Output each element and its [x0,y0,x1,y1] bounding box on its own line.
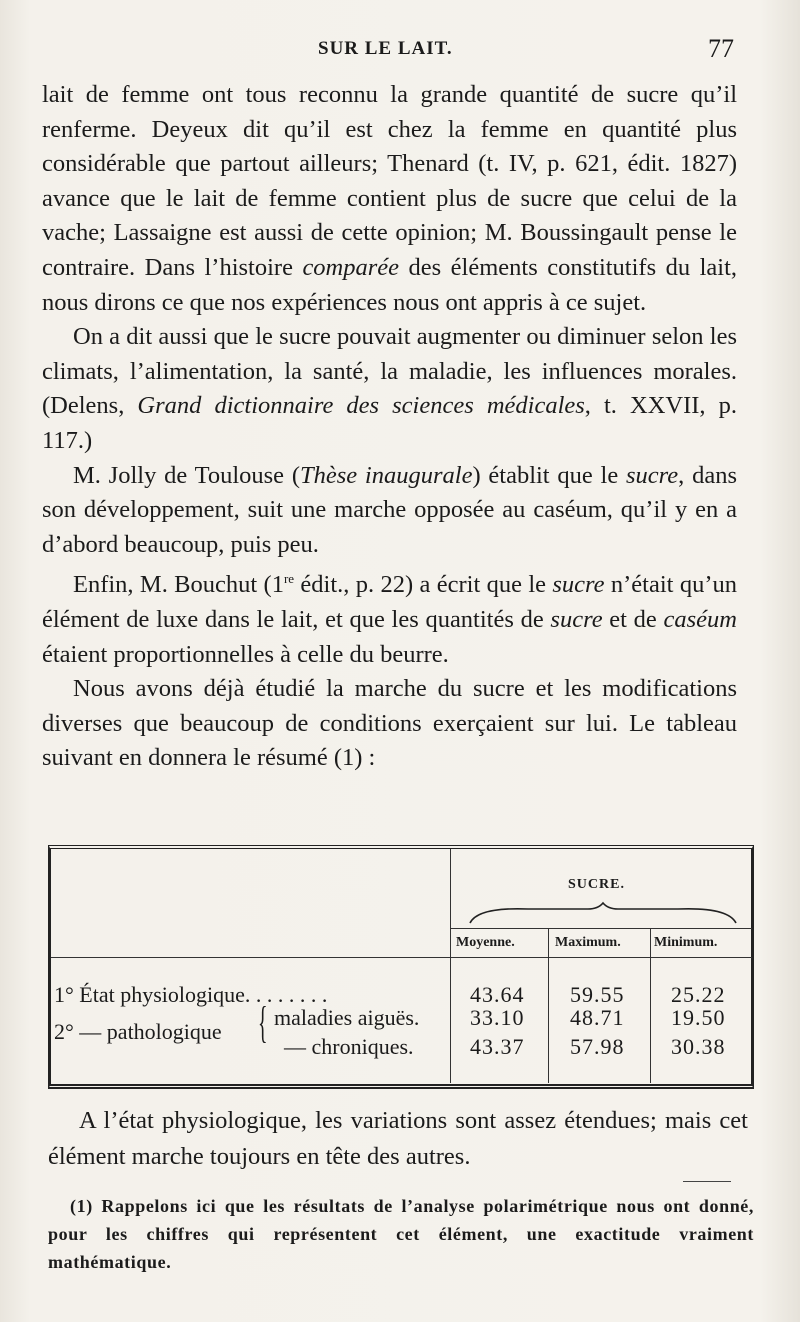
table-divider [450,928,752,929]
sugar-table [48,845,756,1093]
italic-run: sucre [552,571,605,599]
paragraph-3 [42,459,737,563]
cell-value: 30.38 [671,1034,726,1059]
text-run: lait de femme ont tous reconnu la grande quantité de sucre qu’il renferme. Deyeux dit qu’il est chez la femme en quantité plus considérable que partout ailleurs; Thenard (t. IV, p. 621, édit. 1827) avance que le lait de femme contient plus de sucre que celui de la vache; Lassaigne est aussi de cette opinion; M. Boussingault pense le contraire. Dans l’histoire [42,81,737,281]
main-text [42,78,737,776]
cell-value: 19.50 [671,1005,726,1030]
brace-glyph: { [258,998,268,1047]
group-header: SUCRE. [568,877,625,892]
cell-value: 43.37 [470,1034,525,1059]
cell-value: 57.98 [570,1034,625,1059]
cell-value: 43.64 [470,982,525,1007]
footnote-text: (1) Rappelons ici que les résultats de l’analyse polarimétrique nous ont donné, pour les chiffres qui représentent cet élément, une exactitude vraiment mathématique. [48,1196,754,1272]
text-run: Nous avons déjà étudié la marche du sucre et les modifications diverses que beaucoup de conditions exerçaient sur lui. Le tableau suivant en donnera le résumé (1) : [42,675,737,772]
text-run: édit., p. 22) a écrit que le [294,571,553,599]
table-divider [450,849,451,1083]
row-label-physiologique: 1° État physiologique. . . . . . . . [54,982,328,1007]
cell-value: 33.10 [470,1005,525,1030]
italic-run: Thèse inaugurale [299,461,473,489]
footnote [48,1192,754,1276]
cell-value: 25.22 [671,982,726,1007]
text-run: Enfin, M. Bouchut (1 [73,571,284,599]
text-run: ) établit que le [472,461,626,489]
row-label-aigues: maladies aiguës. [274,1005,420,1030]
paragraph-1 [42,78,737,320]
cell-value: 48.71 [570,1005,625,1030]
italic-run: caséum [663,606,737,634]
column-header-minimum: Minimum. [654,935,718,950]
page-number: 77 [708,34,734,63]
table-divider [650,928,651,1083]
text-run: On a dit aussi que le sucre pouvait augmenter ou diminuer selon les climats, l’alimentation, la santé, la maladie, les influences morales. (Delens, [42,323,737,420]
column-header-moyenne: Moyenne. [456,935,515,950]
paragraph-2 [42,320,737,458]
text-run: n’était qu’un élément de luxe dans le lait, et que les quantités de [42,571,737,634]
table-divider [51,957,752,958]
superscript: re [283,571,295,587]
text-run: , t. XXVII, p. 117.) [42,392,737,454]
column-header-maximum: Maximum. [555,935,621,950]
running-title: SUR LE LAIT. [318,38,453,59]
page-header [0,34,800,68]
italic-run: sucre [626,461,679,489]
italic-run: comparée [302,253,400,281]
footnote-rule [683,1181,731,1182]
text-run: étaient proportionnelles à celle du beurre. [42,640,449,668]
text-run: des éléments constitutifs du lait, nous dirons ce que nos expériences nous ont appris à ce sujet. [42,253,738,316]
curly-brace-icon [468,901,738,927]
cell-value: 59.55 [570,982,625,1007]
table-divider [548,928,549,1083]
row-label-chroniques: — chroniques. [284,1034,414,1059]
italic-run: Grand dictionnaire des sciences médicales [137,392,585,420]
text-run: , dans son développement, suit une marche opposée au caséum, qu’il y en a d’abord beaucoup, puis peu. [42,461,737,558]
text-run: et de [602,606,664,634]
paragraph-6: A l’état physiologique, les variations sont assez étendues; mais cet élément marche toujours en tête des autres. [48,1107,748,1170]
paragraph-4 [42,562,737,672]
closing-text [48,1103,748,1175]
paragraph-5 [42,672,737,776]
row-label-pathologique: 2° — pathologique [54,1019,222,1044]
text-run: M. Jolly de Toulouse ( [73,461,300,489]
italic-run: sucre [550,606,603,634]
